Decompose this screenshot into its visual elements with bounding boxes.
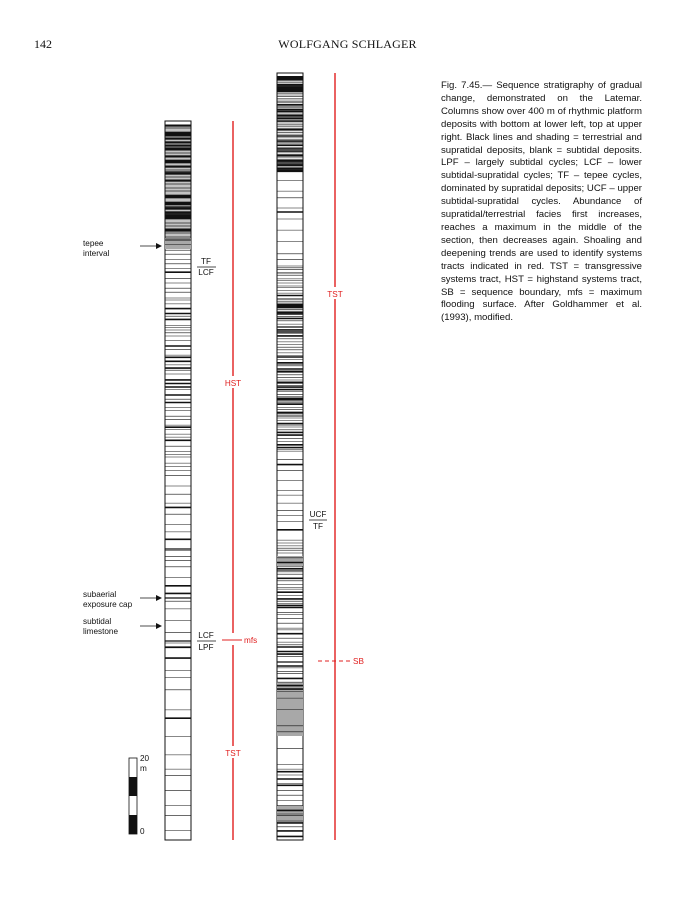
mfs-label: mfs bbox=[244, 636, 258, 645]
tepee-label-line1: tepee bbox=[83, 239, 104, 248]
figure-caption: Fig. 7.45.— Sequence stratigraphy of gradual change, demonstrated on the Latemar. Columns show over 400 m of rhythmic platform deposits with bottom at lower left, top at upper right. Black lines and shading = terrestrial and supratidal deposits, blank = subtidal deposits. LPF – largely subtidal cycles; LCF – lower subtidal-supratidal cycles; TF – tepee cycles, dominated by supratidal deposits; UCF – upper subtidal-supratidal cycles. Abundance of supratidal/terrestrial facies first increases, reaches a maximum in the middle of the section, then decreases again. Shoaling and deepening trends are used to identify systems tracts indicated in red. TST = transgressive systems tract, HST = highstand systems tract, SB = sequence boundary, mfs = maximum flooding surface. After Goldhammer et al. (1993), modified. bbox=[441, 80, 642, 324]
scale-bar bbox=[129, 758, 137, 834]
tst-right-label: TST bbox=[327, 290, 343, 299]
scale-top-value: 20 bbox=[140, 754, 150, 763]
scale-unit: m bbox=[140, 764, 147, 773]
subaerial-arrowhead bbox=[156, 595, 162, 601]
tst-left-label: TST bbox=[225, 749, 241, 758]
facies-lcf-upper-label: LCF bbox=[198, 268, 214, 277]
hst-label: HST bbox=[224, 379, 242, 388]
subaerial-label-line1: subaerial bbox=[83, 590, 117, 599]
facies-lcf-lower-label: LCF bbox=[198, 631, 214, 640]
subaerial-label-line2: exposure cap bbox=[83, 600, 133, 609]
facies-lpf-label: LPF bbox=[198, 643, 214, 652]
page-number: 142 bbox=[34, 37, 52, 51]
tepee-label-line2: interval bbox=[83, 249, 110, 258]
subtidal-label-line1: subtidal bbox=[83, 617, 112, 626]
facies-tf-right-label: TF bbox=[312, 522, 324, 531]
scale-bottom-value: 0 bbox=[140, 827, 145, 836]
subtidal-label-line2: limestone bbox=[83, 627, 119, 636]
facies-ucf-label: UCF bbox=[309, 510, 327, 519]
facies-tf-label: TF bbox=[200, 257, 212, 266]
sb-label: SB bbox=[353, 657, 364, 666]
subtidal-arrowhead bbox=[156, 623, 162, 629]
running-head: WOLFGANG SCHLAGER bbox=[278, 37, 417, 51]
tepee-arrowhead bbox=[156, 243, 162, 249]
